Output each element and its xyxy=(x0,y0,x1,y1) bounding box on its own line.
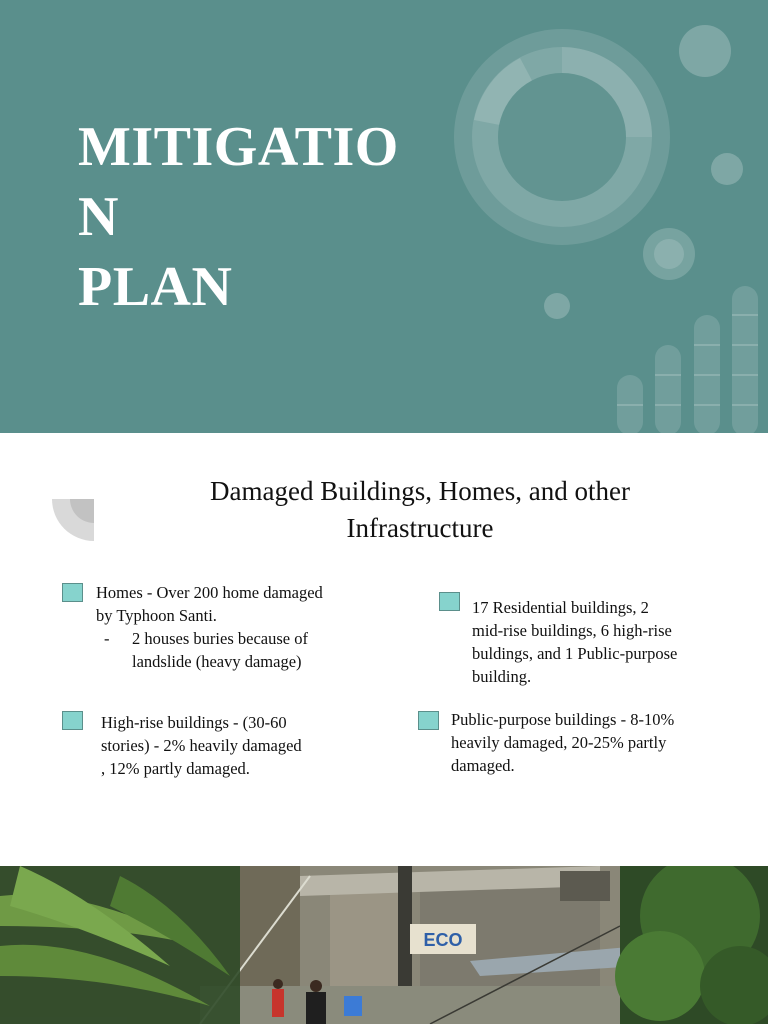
slide-title xyxy=(78,112,418,322)
bullet-text-line: High-rise buildings - (30-60 xyxy=(101,713,287,732)
bullet-text-line: Public-purpose buildings - 8-10% xyxy=(451,710,675,729)
bullet-highrise xyxy=(101,711,401,780)
bullet-text-line: building. xyxy=(472,667,532,686)
bullet-text-line: by Typhoon Santi. xyxy=(96,606,217,625)
bullet-text-line: damaged. xyxy=(451,756,515,775)
bullet-text-line: buldings, and 1 Public-purpose xyxy=(472,644,678,663)
bullet-text-line: mid-rise buildings, 6 high-rise xyxy=(472,621,672,640)
title-line: MITIGATIO xyxy=(78,116,399,178)
bullet-square-icon xyxy=(62,583,83,602)
sub-bullet-text-line: landslide (heavy damage) xyxy=(132,652,302,671)
bullet-public-purpose xyxy=(451,708,751,777)
photo-sign-text: ECO xyxy=(423,930,463,950)
bullet-residential xyxy=(472,596,752,688)
sub-bullet-dash: - xyxy=(104,629,110,648)
bullet-square-icon xyxy=(62,711,83,730)
bullet-text-line: 17 Residential buildings, 2 xyxy=(472,598,649,617)
bullet-text-line: stories) - 2% heavily damaged xyxy=(101,736,302,755)
bullet-text-line: , 12% partly damaged. xyxy=(101,759,250,778)
title-line: PLAN xyxy=(78,256,233,318)
bullet-square-icon xyxy=(418,711,439,730)
flood-photo-slide xyxy=(0,866,768,1024)
bullet-square-icon xyxy=(439,592,460,611)
sub-bullet-text-line: 2 houses buries because of xyxy=(132,629,308,648)
flood-street-photo xyxy=(0,866,768,1024)
sub-bullet xyxy=(96,627,396,673)
bullet-homes xyxy=(96,581,396,673)
slide-heading: Damaged Buildings, Homes, and other Infrastructure xyxy=(210,476,630,543)
content-slide xyxy=(0,433,768,866)
quarter-circle-decoration xyxy=(52,499,96,543)
bullet-text-line: heavily damaged, 20-25% partly xyxy=(451,733,667,752)
title-slide xyxy=(0,0,768,433)
bullet-text-line: Homes - Over 200 home damaged xyxy=(96,583,323,602)
title-line: N xyxy=(78,186,119,248)
